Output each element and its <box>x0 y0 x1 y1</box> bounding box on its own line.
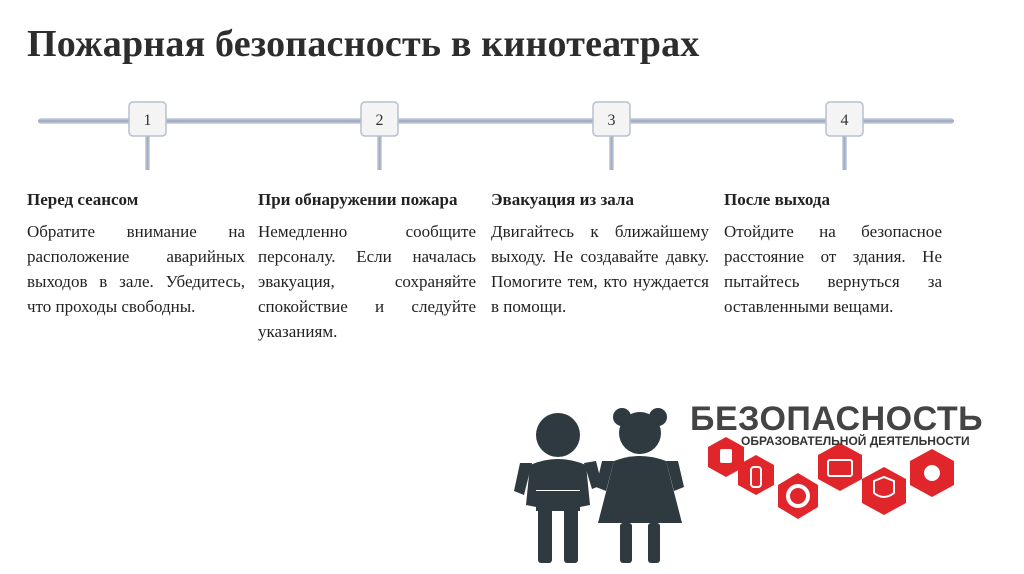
timeline-line <box>38 118 954 124</box>
lifebuoy-hex-icon <box>778 473 818 519</box>
logo-title: БЕЗОПАСНОСТЬ <box>690 400 984 438</box>
step-column-2 <box>258 188 476 344</box>
step-marker-1 <box>129 102 166 136</box>
step-text-1: Обратите внимание на расположение аварийных выходов в зале. Убедитесь, что проходы свободны. <box>27 222 245 316</box>
step-marker-4 <box>826 102 863 136</box>
step-marker-2 <box>361 102 398 136</box>
page-title: Пожарная безопасность в кинотеатрах <box>27 23 700 65</box>
step-number-2: 2 <box>375 112 384 129</box>
boy-figure-icon <box>514 413 602 563</box>
step-heading-4: После выхода <box>724 190 831 209</box>
step-text-4: Отойдите на безопасное расстояние от здания. Не пытайтесь вернуться за оставленными вещами. <box>724 222 942 316</box>
timeline <box>0 0 1024 180</box>
step-heading-2: При обнаружении пожара <box>258 190 458 209</box>
step-heading-1: Перед сеансом <box>27 190 139 209</box>
step-number-3: 3 <box>607 112 616 129</box>
step-number-1: 1 <box>143 112 152 129</box>
cyber-hex-icon <box>818 443 862 491</box>
girl-figure-icon <box>596 408 684 563</box>
logo-subtitle: ОБРАЗОВАТЕЛЬНОЙ ДЕЯТЕЛЬНОСТИ <box>741 434 970 448</box>
step-text-2: Немедленно сообщите персоналу. Если началась эвакуация, сохраняйте спокойствие и следуйте указаниям. <box>258 222 476 341</box>
step-column-3 <box>491 188 709 319</box>
step-number-4: 4 <box>840 112 849 129</box>
shield-hex-icon <box>862 467 906 515</box>
step-text-3: Двигайтесь к ближайшему выходу. Не создавайте давку. Помогите тем, кто нуждается в помощи. <box>491 222 709 316</box>
hex-cluster <box>708 437 954 519</box>
step-heading-3: Эвакуация из зала <box>491 190 634 209</box>
step-column-1 <box>27 188 245 319</box>
step-column-4 <box>724 188 942 319</box>
step-marker-3 <box>593 102 630 136</box>
